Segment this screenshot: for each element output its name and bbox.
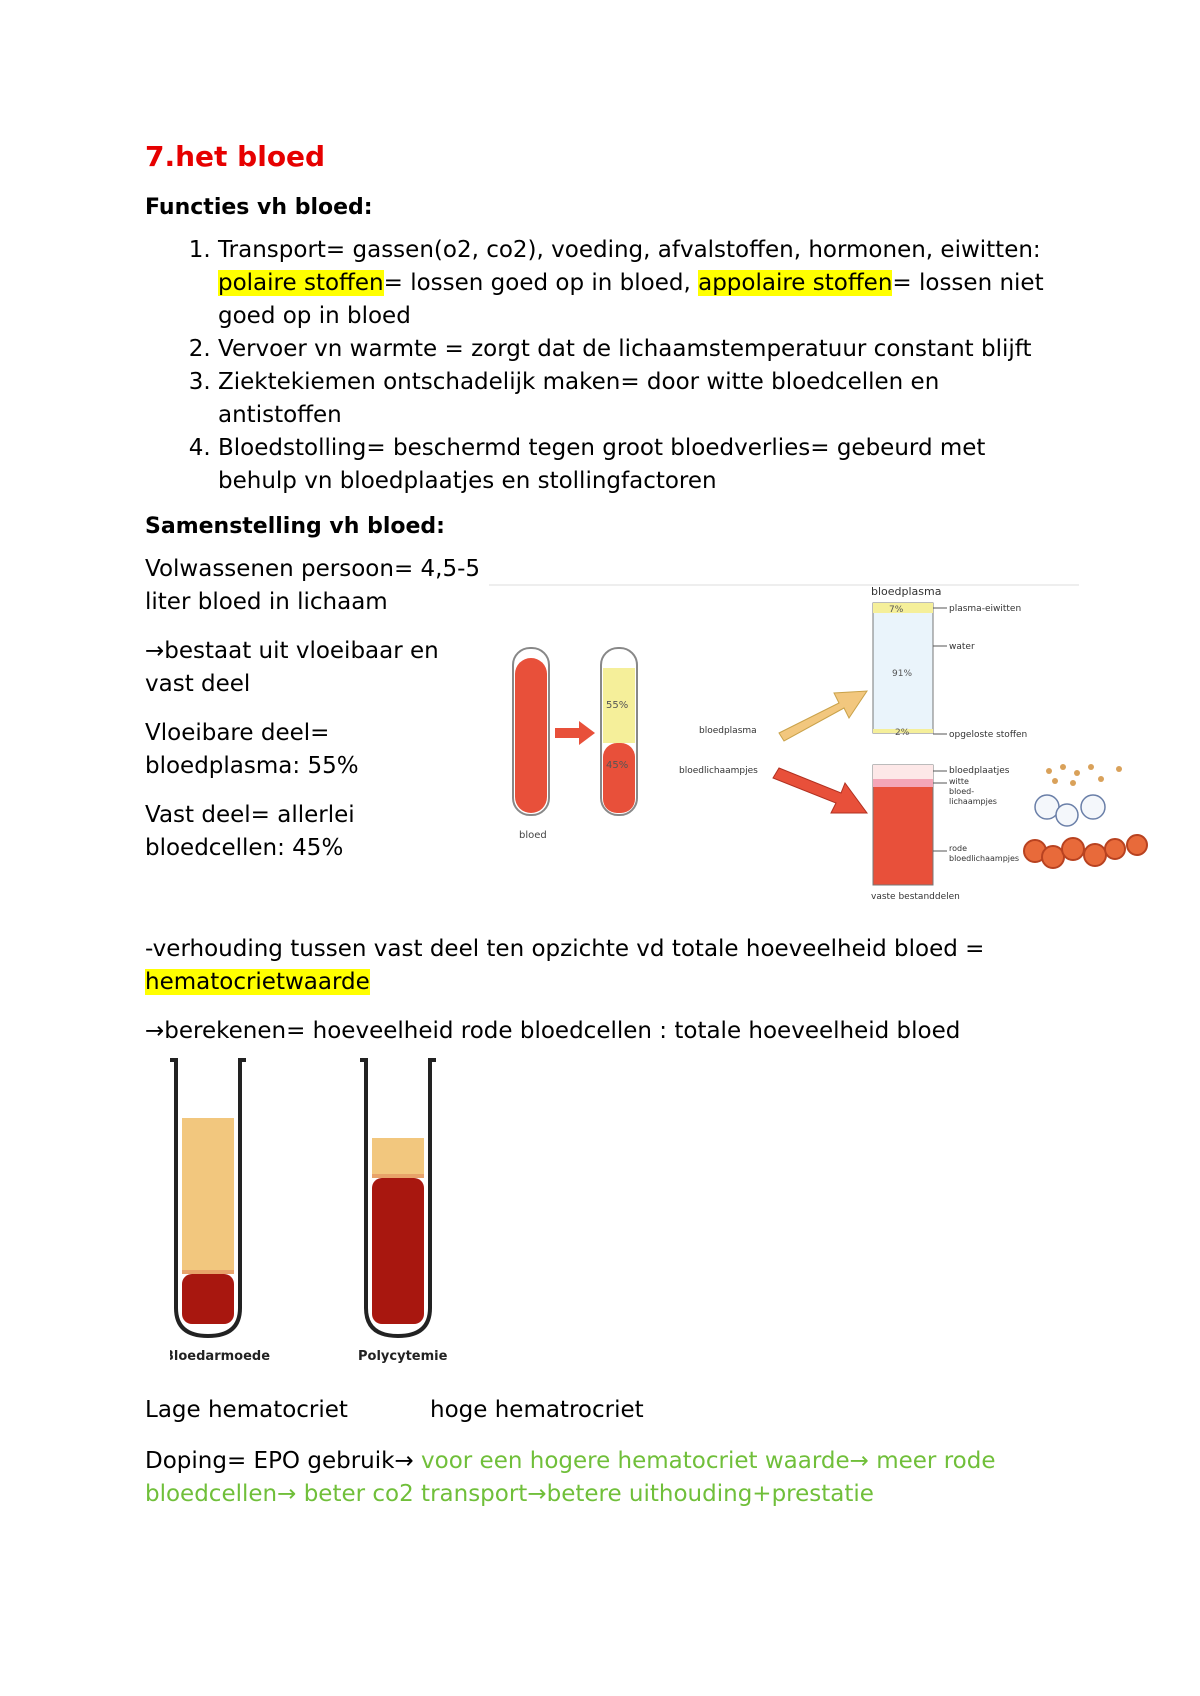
arrow-icon: [779, 691, 867, 741]
low-plasma-layer: [182, 1118, 234, 1270]
doping-paragraph: Doping= EPO gebruik→ voor een hogere hematocriet waarde→ meer rode bloedcellen→ beter co2 transport→betere uithouding+prestatie: [145, 1448, 996, 1507]
svg-text:bloedlichaampjes: bloedlichaampjes: [949, 854, 1020, 863]
svg-text:45%: 45%: [606, 760, 629, 771]
high-hematocrit-label: hoge hematrocriet: [430, 1397, 644, 1423]
paragraph: →bestaat uit vloeibaar en vast deel: [145, 638, 439, 697]
platelets-icon: [1046, 764, 1122, 786]
blood-composition-figure: [489, 583, 1169, 943]
svg-text:91%: 91%: [892, 669, 913, 679]
svg-text:2%: 2%: [895, 728, 910, 738]
low-hematocrit-label: Lage hematocriet: [145, 1397, 348, 1423]
composition-text: [145, 553, 485, 881]
arrow-icon: [773, 768, 867, 813]
svg-text:rode: rode: [949, 844, 968, 853]
svg-text:bloedlichaampjes: bloedlichaampjes: [679, 766, 758, 776]
svg-text:lichaampjes: lichaampjes: [949, 797, 997, 806]
composition-heading: Samenstelling vh bloed:: [145, 514, 445, 539]
cells-layer: [603, 743, 635, 813]
bloed-label: bloed: [519, 830, 547, 841]
white-cells-icon: [1035, 795, 1105, 826]
document-page: [145, 140, 1065, 1511]
svg-text:vaste bestanddelen: vaste bestanddelen: [871, 892, 960, 902]
svg-text:opgeloste stoffen: opgeloste stoffen: [949, 730, 1028, 740]
low-red-layer: [182, 1274, 234, 1324]
paragraph: Vloeibare deel= bloedplasma: 55%: [145, 720, 359, 779]
whole-blood-tube: [515, 658, 547, 813]
list-item: 2. Vervoer vn warmte = zorgt dat de lichaamstemperatuur constant blijft: [218, 333, 1065, 366]
svg-text:bloedplaatjes: bloedplaatjes: [949, 766, 1010, 776]
functions-heading: Functies vh bloed:: [145, 195, 373, 220]
highlight-polar: polaire stoffen: [218, 270, 384, 296]
list-item: 1. Transport= gassen(o2, co2), voeding, afvalstoffen, hormonen, eiwitten: polaire stoffen= lossen goed op in bloed, appolaire stoffen= lossen niet goed op in bloed: [218, 234, 1065, 333]
hematocrit-tubes-figure: [170, 1058, 490, 1383]
list-item: 4. Bloedstolling= beschermd tegen groot bloedverlies= gebeurd met behulp vn bloedplaatjes en stollingfactoren: [218, 432, 1065, 498]
plasma-box: [873, 603, 933, 733]
calculation-paragraph: →berekenen= hoeveelheid rode bloedcellen : totale hoeveelheid bloed: [145, 1018, 961, 1044]
hematocrit-paragraph: -verhouding tussen vast deel ten opzichte vd totale hoeveelheid bloed = hematocrietwaarde: [145, 936, 985, 995]
red-cells-icon: [1024, 835, 1147, 868]
hematocrit-labels: [145, 1397, 1065, 1437]
highlight-apolar: appolaire stoffen: [698, 270, 893, 296]
svg-text:55%: 55%: [606, 700, 629, 711]
bloedarmoede-label: Bloedarmoede: [170, 1349, 271, 1364]
high-red-layer: [372, 1178, 424, 1324]
svg-text:bloed-: bloed-: [949, 787, 975, 796]
page-title: 7.het bloed: [145, 140, 326, 173]
svg-text:7%: 7%: [889, 605, 904, 615]
highlight-hematocrit: hematocrietwaarde: [145, 969, 370, 995]
list-item: 3. Ziektekiemen ontschadelijk maken= door witte bloedcellen en antistoffen: [218, 366, 1065, 432]
high-plasma-layer: [372, 1138, 424, 1174]
svg-text:plasma-eiwitten: plasma-eiwitten: [949, 604, 1022, 614]
composition-section: [145, 553, 1065, 933]
doping-green-text: voor een hogere hematocriet waarde→ meer rode bloedcellen→ beter co2 transport→betere uithouding+prestatie: [145, 1448, 996, 1507]
svg-text:bloedplasma: bloedplasma: [699, 726, 757, 736]
paragraph: Vast deel= allerlei bloedcellen: 45%: [145, 802, 355, 861]
svg-text:water: water: [949, 642, 975, 652]
paragraph: Volwassenen persoon= 4,5-5 liter bloed in lichaam: [145, 556, 481, 615]
svg-text:bloedplasma: bloedplasma: [871, 585, 942, 598]
svg-text:witte: witte: [949, 777, 969, 786]
functions-list: [145, 234, 1065, 498]
arrow-icon: [555, 721, 595, 745]
polycytemie-label: Polycytemie: [358, 1349, 448, 1364]
